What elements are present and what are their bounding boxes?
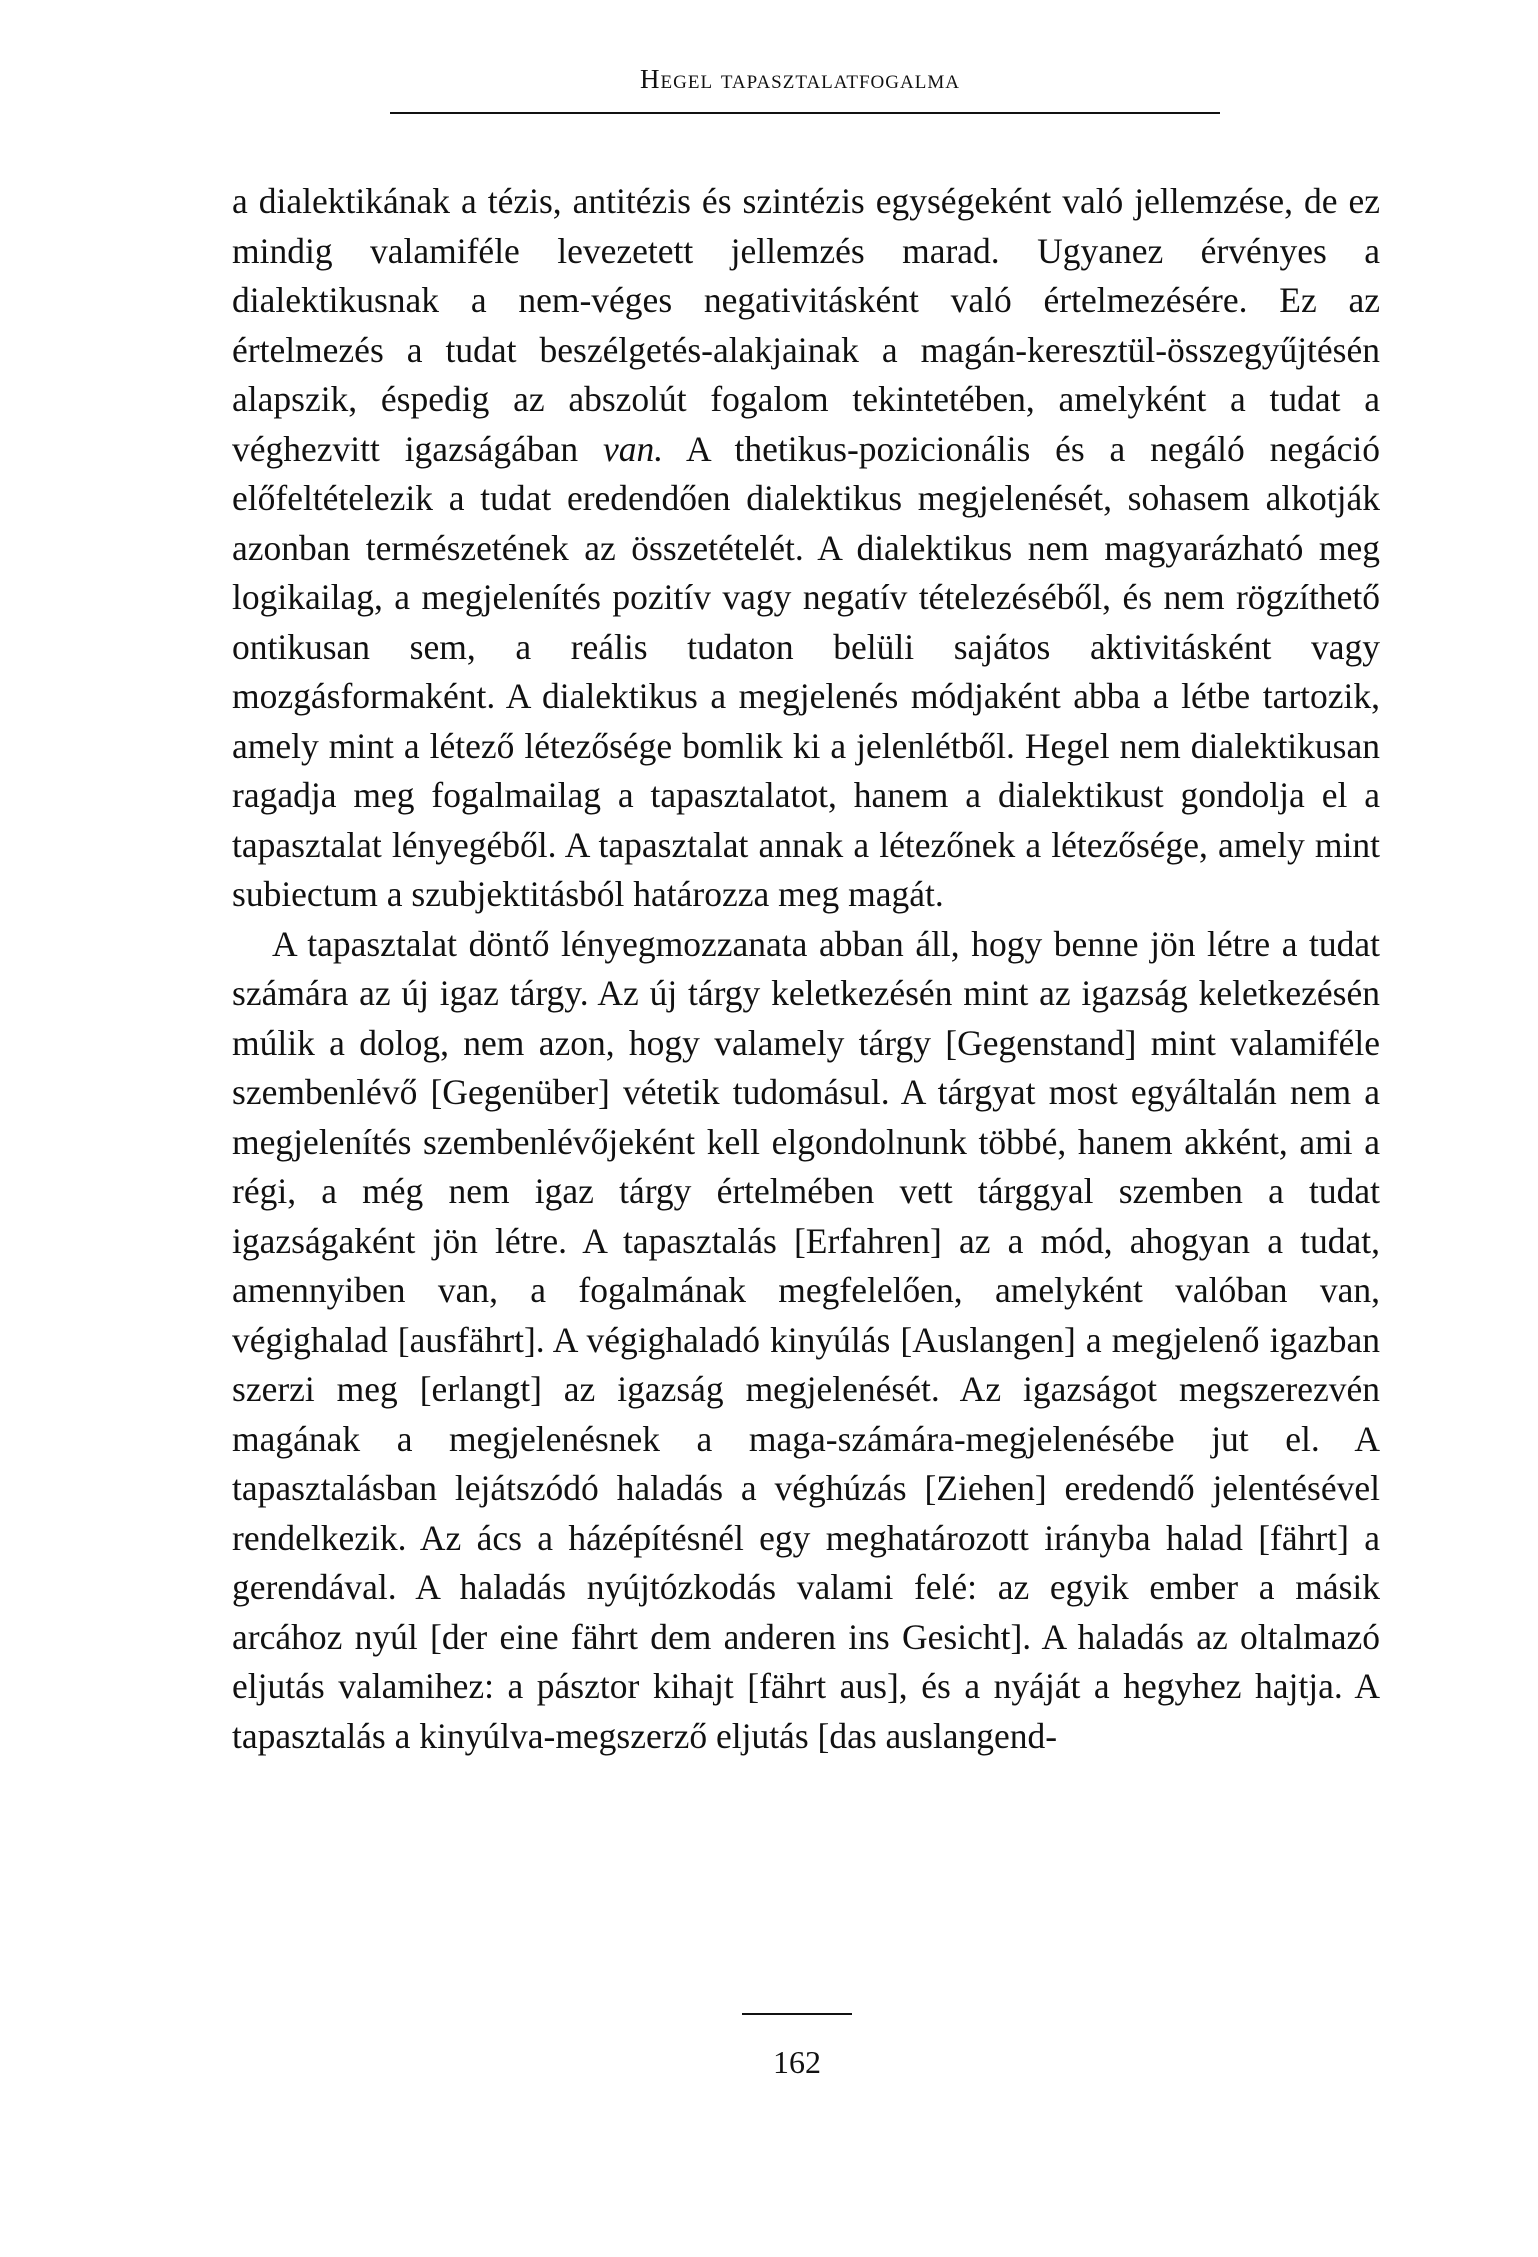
paragraph-1-text-end: A thetikus-pozicionális és a negáló negáció előfeltételezik a tudat eredendően dialektikus megjelenését, sohasem alkotják azonban természetének az összetételét. A dialektikus nem magyarázható meg logikailag, a megjelenítés pozitív vagy negatív tételezéséből, és nem rögzíthető ontikusan sem, a reális tudaton belüli sajátos aktivitásként vagy mozgásformaként. A dialektikus a megjelenés módjaként abba a létbe tartozik, amely mint a létező létezősége bomlik ki a jelenlétből. Hegel nem dialektikusan ragadja meg fogalmailag a tapasztalatot, hanem a dialektikust gondolja el a tapasztalat lényegéből. A tapasztalat annak a létezőnek a létezősége, amely mint subiectum a szubjektitásból határozza meg magát. bbox=[232, 428, 1380, 914]
paragraph-2: A tapasztalat döntő lényegmozzanata abban áll, hogy benne jön létre a tudat számára az új igaz tárgy. Az új tárgy keletkezésén mint az igazság keletkezésén múlik a dolog, nem azon, hogy valamely tárgy [Gegenstand] mint valamiféle szembenlévő [Gegenüber] vétetik tudomásul. A tárgyat most egyáltalán nem a megjelenítés szembenlévőjeként kell elgondolnunk többé, hanem akként, ami a régi, a még nem igaz tárgy értelmében vett tárggyal szemben a tudat igazságaként jön létre. A tapasztalás [Erfahren] az a mód, ahogyan a tudat, amennyiben van, a fogalmának megfelelően, amelyként valóban van, végighalad [ausfährt]. A végighaladó kinyúlás [Auslangen] a megjelenő igazban szerzi meg [erlangt] az igazság megjelenését. Az igazságot megszerezvén magának a megjelenésnek a maga-számára-megjelenésébe jut el. A tapasztalásban lejátszódó haladás a véghúzás [Ziehen] eredendő jelentésével rendelkezik. Az ács a házépítésnél egy meghatározott irányba halad [fährt] a gerendával. A haladás nyújtózkodás valami felé: az egyik ember a másik arcához nyúl [der eine fährt dem anderen ins Gesicht]. A haladás az oltalmazó eljutás valamihez: a pásztor kihajt [fährt aus], és a nyáját a hegyhez hajtja. A tapasztalás a kinyúlva-megszerző eljutás [das auslangend- bbox=[232, 923, 1380, 1756]
header-rule bbox=[390, 112, 1220, 114]
page-number: 162 bbox=[773, 2044, 821, 2080]
paragraph-1-emphasis: van. bbox=[603, 428, 664, 469]
running-head: Hegel tapasztalatfogalma bbox=[640, 64, 960, 94]
paragraph-1-text-start: a dialektikának a tézis, antitézis és szintézis egységeként való jellemzése, de ez mindig valamiféle levezetett jellemzés marad. Ugyanez érvényes a dialektikusnak a nem-véges negativitásként való értelmezésére. Ez az értelmezés a tudat beszélgetés-alakjainak a magán-keresztül-összegyűjtésén alapszik, éspedig az abszolút fogalom tekintetében, amelyként a tudat a véghezvitt igazságában bbox=[232, 181, 1380, 469]
footer-rule bbox=[742, 2013, 852, 2015]
body-text bbox=[232, 177, 1380, 1761]
paragraph-1 bbox=[232, 177, 1380, 920]
